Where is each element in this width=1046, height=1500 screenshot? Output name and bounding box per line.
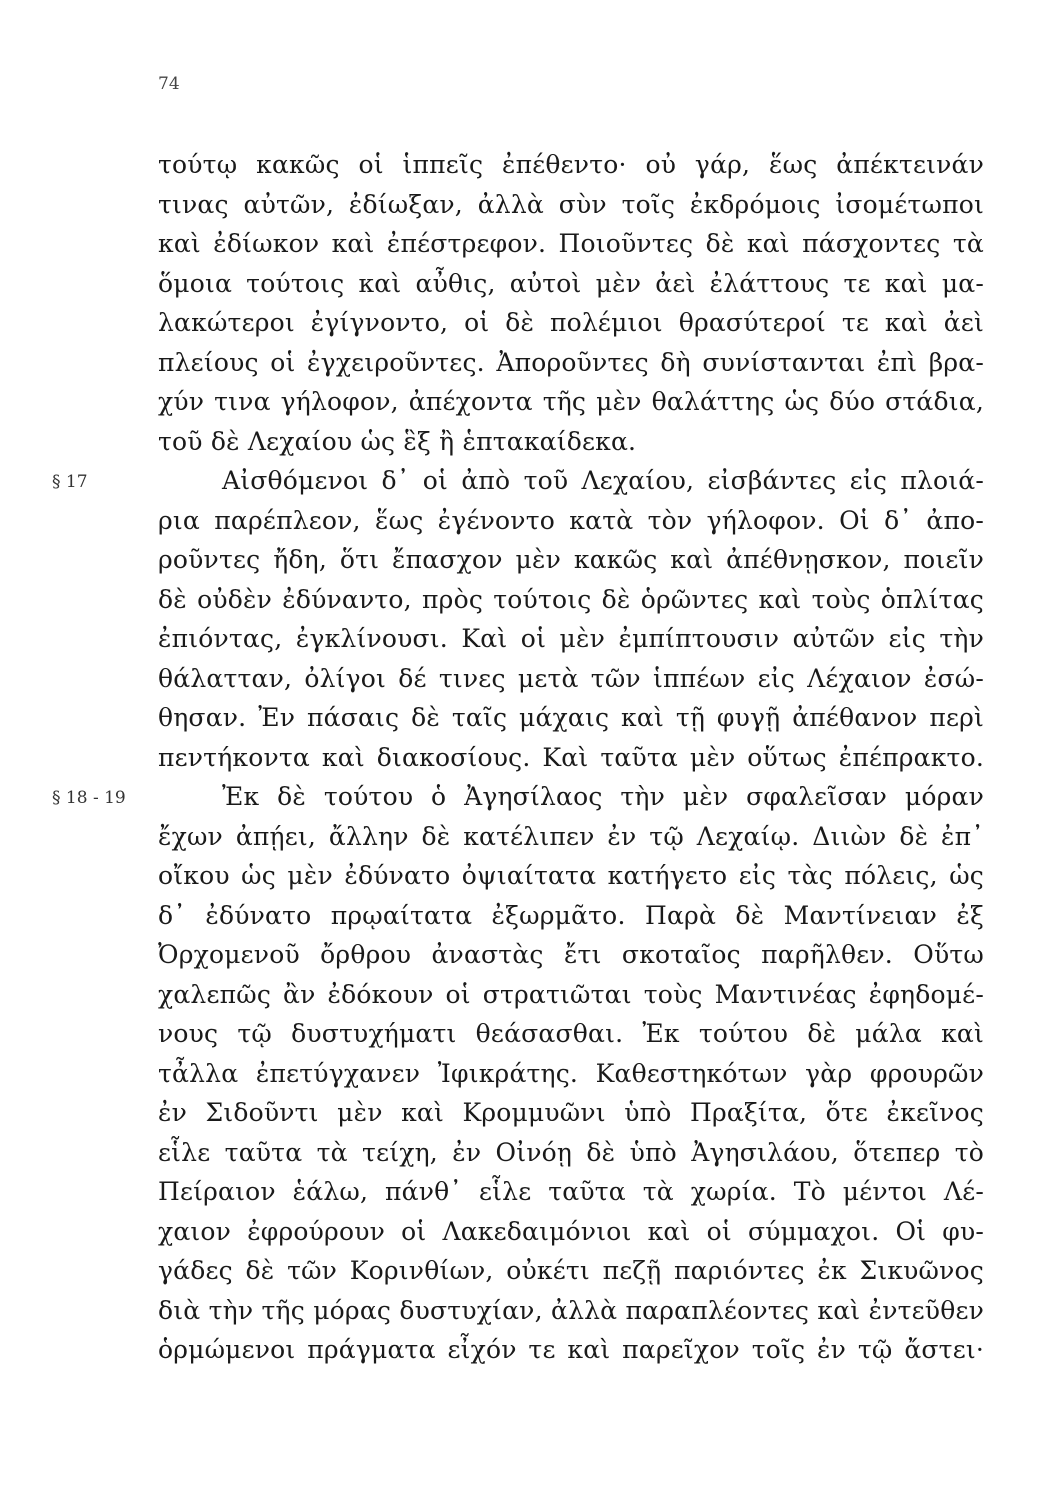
text-line (0, 190, 1046, 230)
line-text: χαλεπῶς ἂν ἐδόκουν οἱ στρατιῶται τοὺς Μαντινέας ἐφηδομέ- (158, 979, 984, 1009)
text-line (0, 1059, 1046, 1099)
line-text: θάλατταν, ὀλίγοι δέ τινες μετὰ τῶν ἱππέων εἰς Λέχαιον ἐσώ- (158, 663, 984, 693)
text-line (0, 940, 1046, 980)
text-line (0, 1098, 1046, 1138)
line-text: ἐν Σιδοῦντι μὲν καὶ Κρομμυῶνι ὑπὸ Πραξίτα, ὅτε ἐκεῖνος (158, 1098, 984, 1127)
line-text: Ἐκ δὲ τούτου ὁ Ἀγησίλαος τὴν μὲν σφαλεῖσαν μόραν (222, 782, 984, 811)
line-text: λακώτεροι ἐγίγνοντο, οἱ δὲ πολέμιοι θρασύτεροί τε καὶ ἀεὶ (158, 308, 984, 337)
text-line (0, 901, 1046, 941)
text-line (0, 980, 1046, 1020)
line-text: θησαν. Ἐν πάσαις δὲ ταῖς μάχαις καὶ τῇ φυγῇ ἀπέθανον περὶ (158, 703, 984, 732)
text-line (0, 782, 1046, 822)
text-line (0, 427, 1046, 467)
line-text: καὶ ἐδίωκον καὶ ἐπέστρεφον. Ποιοῦντες δὲ καὶ πάσχοντες τὰ (158, 229, 984, 258)
line-text: πλείους οἱ ἐγχειροῦντες. Ἀποροῦντες δὴ συνίστανται ἐπὶ βρα- (158, 347, 984, 377)
text-line (0, 861, 1046, 901)
text-line (0, 150, 1046, 190)
line-text: ροῦντες ἤδη, ὅτι ἔπασχον μὲν κακῶς καὶ ἀπέθνῃσκον, ποιεῖν (158, 545, 984, 574)
line-text: ἐπιόντας, ἐγκλίνουσι. Καὶ οἱ μὲν ἐμπίπτουσιν αὐτῶν εἰς τὴν (158, 624, 984, 653)
text-line (0, 1335, 1046, 1375)
text-line (0, 1177, 1046, 1217)
text-line (0, 229, 1046, 269)
text-line (0, 545, 1046, 585)
line-text: εἷλε ταῦτα τὰ τείχη, ἐν Οἰνόῃ δὲ ὑπὸ Ἀγησιλάου, ὅτεπερ τὸ (158, 1137, 984, 1167)
text-line (0, 348, 1046, 388)
text-line (0, 1019, 1046, 1059)
line-text: Ὀρχομενοῦ ὄρθρου ἀναστὰς ἔτι σκοταῖος παρῆλθεν. Οὕτω (158, 940, 984, 969)
text-line (0, 585, 1046, 625)
text-line (0, 506, 1046, 546)
line-text: ἔχων ἀπῄει, ἄλλην δὲ κατέλιπεν ἐν τῷ Λεχαίῳ. Διιὼν δὲ ἐπ᾽ (158, 821, 984, 851)
line-text: χύν τινα γήλοφον, ἀπέχοντα τῆς μὲν θαλάττης ὡς δύο στάδια, (158, 387, 984, 416)
line-text: δ᾽ ἐδύνατο πρῳαίτατα ἐξωρμᾶτο. Παρὰ δὲ Μαντίνειαν ἐξ (158, 900, 984, 930)
line-text: τοῦ δὲ Λεχαίου ὡς ἓξ ἢ ἑπτακαίδεκα. (158, 426, 637, 456)
line-text: ὅμοια τούτοις καὶ αὖθις, αὐτοὶ μὲν ἀεὶ ἐλάττους τε καὶ μα- (158, 268, 984, 298)
line-text: Αἰσθόμενοι δ᾽ οἱ ἀπὸ τοῦ Λεχαίου, εἰσβάντες εἰς πλοιά- (222, 466, 984, 495)
line-text: χαιον ἐφρούρουν οἱ Λακεδαιμόνιοι καὶ οἱ σύμμαχοι. Οἱ φυ- (158, 1216, 984, 1246)
line-text: νους τῷ δυστυχήματι θεάσασθαι. Ἐκ τούτου δὲ μάλα καὶ (158, 1019, 984, 1048)
text-line (0, 822, 1046, 862)
text-line (0, 466, 1046, 506)
text-line (0, 664, 1046, 704)
text-line (0, 1296, 1046, 1336)
text-line (0, 743, 1046, 783)
line-text: τἆλλα ἐπετύγχανεν Ἰφικράτης. Καθεστηκότων γὰρ φρουρῶν (158, 1058, 984, 1088)
text-line (0, 703, 1046, 743)
line-text: γάδες δὲ τῶν Κορινθίων, οὐκέτι πεζῇ παριόντες ἐκ Σικυῶνος (158, 1256, 984, 1285)
line-text: Πείραιον ἑάλω, πάνθ᾽ εἷλε ταῦτα τὰ χωρία. Τὸ μέντοι Λέ- (158, 1177, 984, 1206)
text-line (0, 387, 1046, 427)
text-line (0, 624, 1046, 664)
text-line (0, 1256, 1046, 1296)
text-line (0, 1138, 1046, 1178)
text-line (0, 1217, 1046, 1257)
text-line (0, 269, 1046, 309)
text-line (0, 308, 1046, 348)
line-text: δὲ οὐδὲν ἐδύναντο, πρὸς τούτοις δὲ ὁρῶντες καὶ τοὺς ὁπλίτας (158, 584, 984, 614)
line-text: τινας αὐτῶν, ἐδίωξαν, ἀλλὰ σὺν τοῖς ἐκδρόμοις ἰσομέτωποι (158, 189, 984, 219)
line-text: ὁρμώμενοι πράγματα εἶχόν τε καὶ παρεῖχον τοῖς ἐν τῷ ἄστει· (158, 1335, 984, 1364)
line-text: ρια παρέπλεον, ἕως ἐγένοντο κατὰ τὸν γήλοφον. Οἱ δ᾽ ἀπο- (158, 505, 984, 535)
line-text: διὰ τὴν τῆς μόρας δυστυχίαν, ἀλλὰ παραπλέοντες καὶ ἐντεῦθεν (158, 1295, 984, 1325)
line-text: οἴκου ὡς μὲν ἐδύνατο ὀψιαίτατα κατήγετο εἰς τὰς πόλεις, ὡς (158, 861, 984, 890)
section-marker: § 17 (52, 472, 88, 492)
section-marker: § 18 - 19 (52, 788, 126, 808)
page-number: 74 (158, 74, 180, 94)
line-text: τούτῳ κακῶς οἱ ἱππεῖς ἐπέθεντο· οὐ γάρ, ἕως ἀπέκτεινάν (158, 150, 984, 179)
line-text: πεντήκοντα καὶ διακοσίους. Καὶ ταῦτα μὲν οὕτως ἐπέπρακτο. (158, 742, 984, 772)
